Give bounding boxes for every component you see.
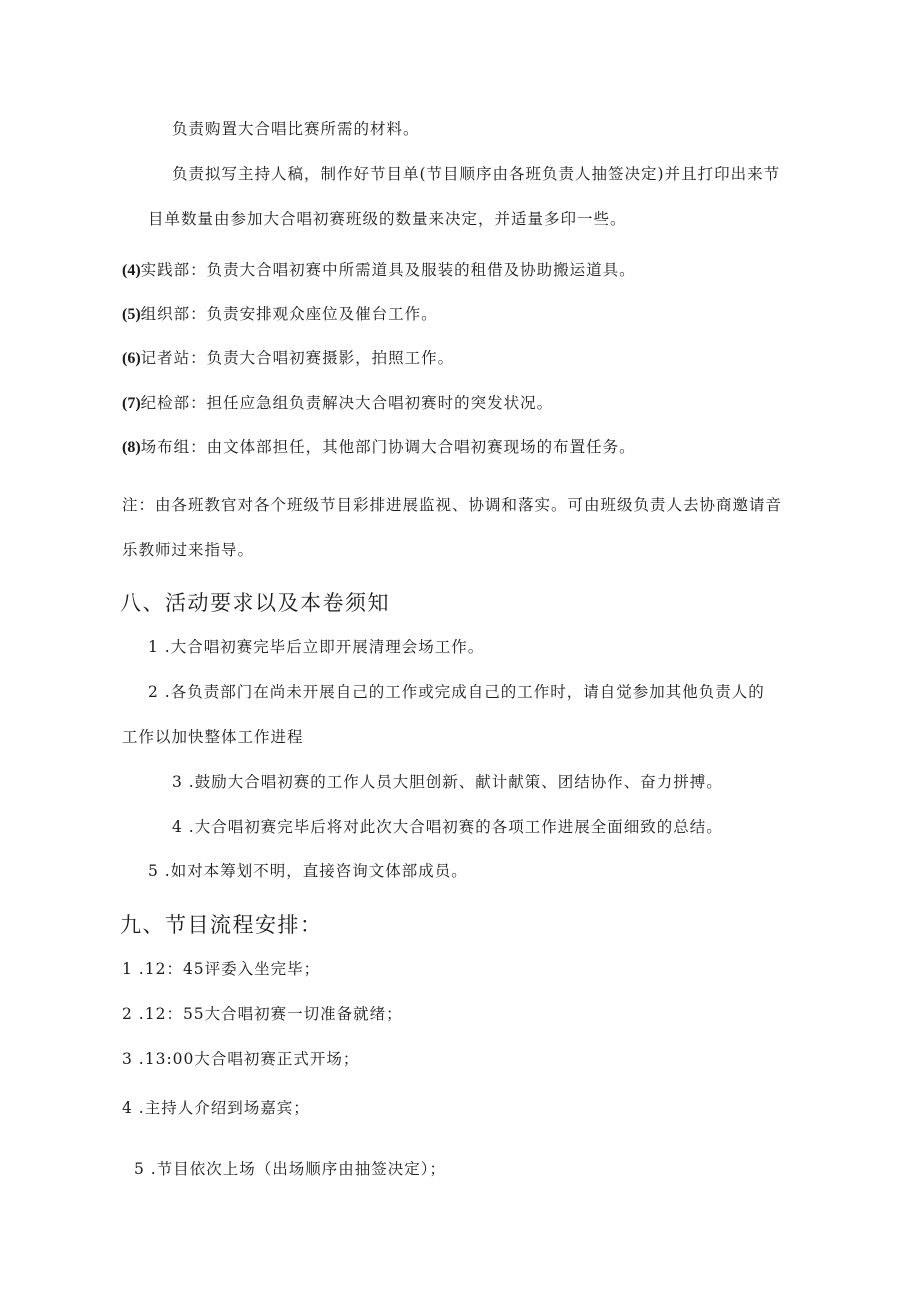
note-line1: 注：由各班教官对各个班级节目彩排进展监视、协调和落实。可由班级负责人去协商邀请音: [122, 496, 783, 514]
schedule-item: 3 .13:00大合唱初赛正式开场；: [122, 1050, 360, 1068]
paragraph-materials: 负责购置大合唱比赛所需的材料。: [172, 120, 420, 138]
department-number: (5): [122, 306, 141, 323]
note-line2: 乐教师过来指导。: [122, 541, 255, 559]
department-number: (6): [122, 350, 141, 367]
department-text: 纪检部：担任应急组负责解决大合唱初赛时的突发状况。: [140, 394, 554, 412]
department-text: 场布组：由文体部担任，其他部门协调大合唱初赛现场的布置任务。: [140, 438, 636, 456]
schedule-item: 1 .12：45评委入坐完毕；: [122, 960, 321, 978]
department-number: (4): [122, 262, 141, 279]
department-item: [122, 392, 553, 415]
requirement-item: 5 .如对本筹划不明，直接咨询文体部成员。: [148, 862, 468, 880]
schedule-item: 5 .节目依次上场（出场顺序由抽签决定）；: [134, 1160, 446, 1178]
department-number: (8): [122, 439, 141, 456]
requirement-item: 1 .大合唱初赛完毕后立即开展清理会场工作。: [148, 638, 485, 656]
department-item: [122, 436, 636, 459]
paragraph-host-script-line1: 负责拟写主持人稿，制作好节目单(节目顺序由各班负责人抽签决定)并且打印出来节: [172, 165, 781, 183]
section-heading-8: 八、活动要求以及本卷须知: [120, 591, 390, 615]
schedule-item: 4 .主持人介绍到场嘉宾；: [122, 1099, 310, 1117]
paragraph-host-script-line2: 目单数量由参加大合唱初赛班级的数量来决定，并适量多印一些。: [148, 210, 627, 228]
department-item: [122, 259, 636, 282]
department-item: [122, 303, 438, 326]
requirement-item: 3 .鼓励大合唱初赛的工作人员大胆创新、献计献策、团结协作、奋力拼搏。: [172, 773, 723, 791]
department-text: 实践部：负责大合唱初赛中所需道具及服装的租借及协助搬运道具。: [140, 261, 636, 279]
section-heading-9: 九、节目流程安排：: [120, 913, 323, 937]
requirement-item-continuation: 工作以加快整体工作进程: [122, 728, 304, 746]
department-number: (7): [122, 395, 141, 412]
schedule-item: 2 .12：55大合唱初赛一切准备就绪；: [122, 1005, 403, 1023]
department-text: 组织部：负责安排观众座位及催台工作。: [140, 305, 438, 323]
department-item: [122, 347, 454, 370]
requirement-item: 4 .大合唱初赛完毕后将对此次大合唱初赛的各项工作进展全面细致的总结。: [172, 818, 723, 836]
department-text: 记者站：负责大合唱初赛摄影，拍照工作。: [140, 349, 455, 367]
requirement-item: 2 .各负责部门在尚未开展自己的工作或完成自己的工作时，请自觉参加其他负责人的: [148, 683, 765, 701]
